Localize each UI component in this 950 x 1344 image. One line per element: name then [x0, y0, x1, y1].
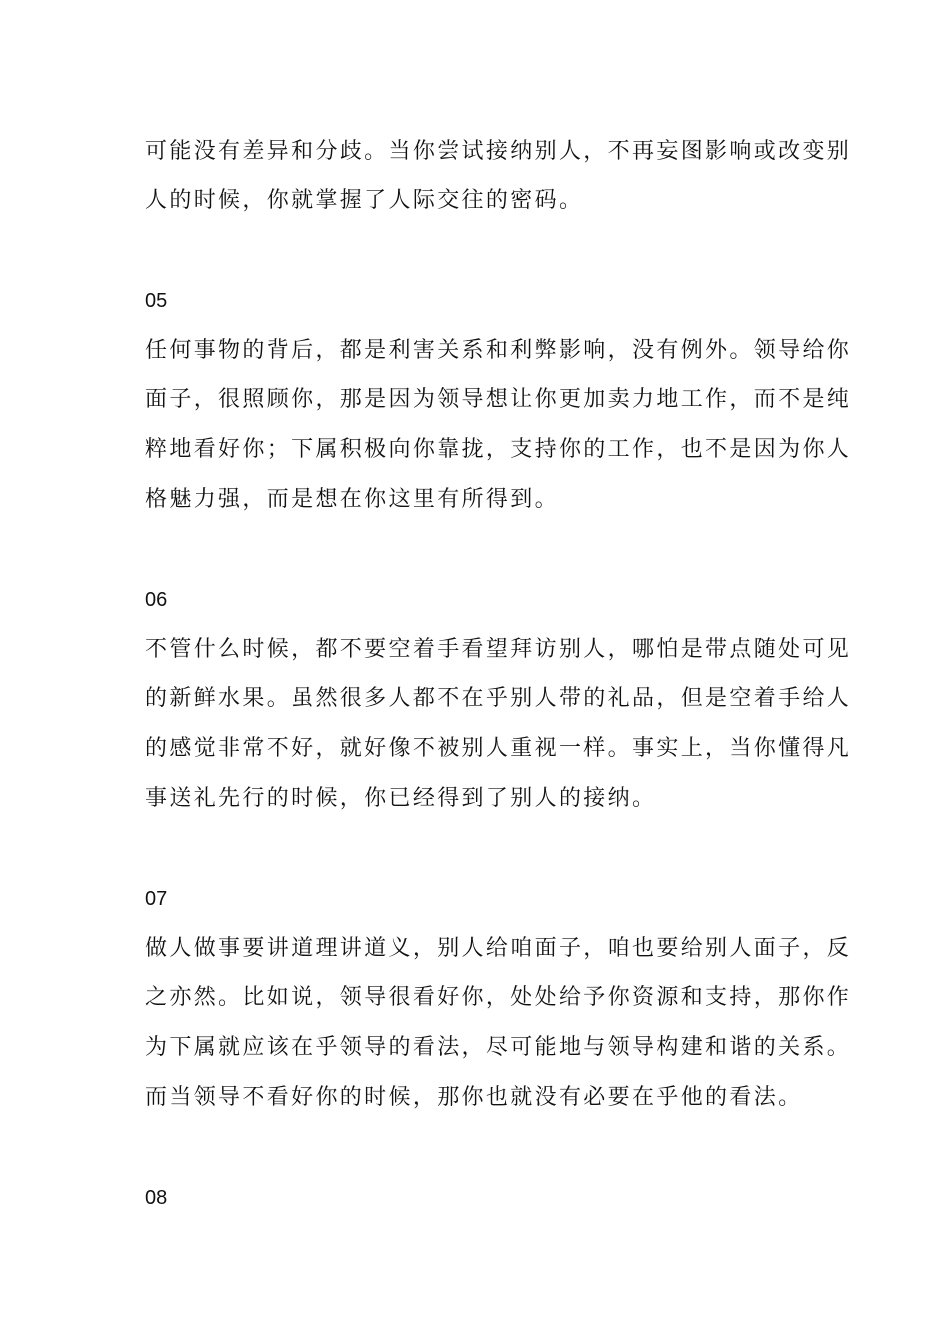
- paragraph-line: 而当领导不看好你的时候，那你也就没有必要在乎他的看法。: [145, 1085, 803, 1110]
- intro-line: 人的时候，你就掌握了人际交往的密码。: [145, 188, 584, 213]
- paragraph-line: 面子，很照顾你，那是因为领导想让你更加卖力地工作，而不是纯: [145, 387, 852, 412]
- paragraph-line: 为下属就应该在乎领导的看法，尽可能地与领导构建和谐的关系。: [145, 1035, 852, 1060]
- paragraph-line: 做人做事要讲道理讲道义，别人给咱面子，咱也要给别人面子，反: [145, 936, 852, 961]
- section-number: 05: [145, 290, 168, 312]
- paragraph-line: 格魅力强，而是想在你这里有所得到。: [145, 487, 559, 512]
- paragraph-line: 的感觉非常不好，就好像不被别人重视一样。事实上，当你懂得凡: [145, 736, 852, 761]
- paragraph-line: 任何事物的背后，都是利害关系和利弊影响，没有例外。领导给你: [145, 338, 852, 363]
- paragraph-line: 的新鲜水果。虽然很多人都不在乎别人带的礼品，但是空着手给人: [145, 686, 852, 711]
- paragraph-line: 粹地看好你；下属积极向你靠拢，支持你的工作，也不是因为你人: [145, 437, 852, 462]
- paragraph-line: 之亦然。比如说，领导很看好你，处处给予你资源和支持，那你作: [145, 985, 852, 1010]
- paragraph-line: 不管什么时候，都不要空着手看望拜访别人，哪怕是带点随处可见: [145, 637, 852, 662]
- section-number: 06: [145, 589, 168, 611]
- intro-line: 可能没有差异和分歧。当你尝试接纳别人，不再妄图影响或改变别: [145, 139, 852, 164]
- section-number: 08: [145, 1187, 168, 1209]
- section-number: 07: [145, 888, 168, 910]
- paragraph-line: 事送礼先行的时候，你已经得到了别人的接纳。: [145, 786, 657, 811]
